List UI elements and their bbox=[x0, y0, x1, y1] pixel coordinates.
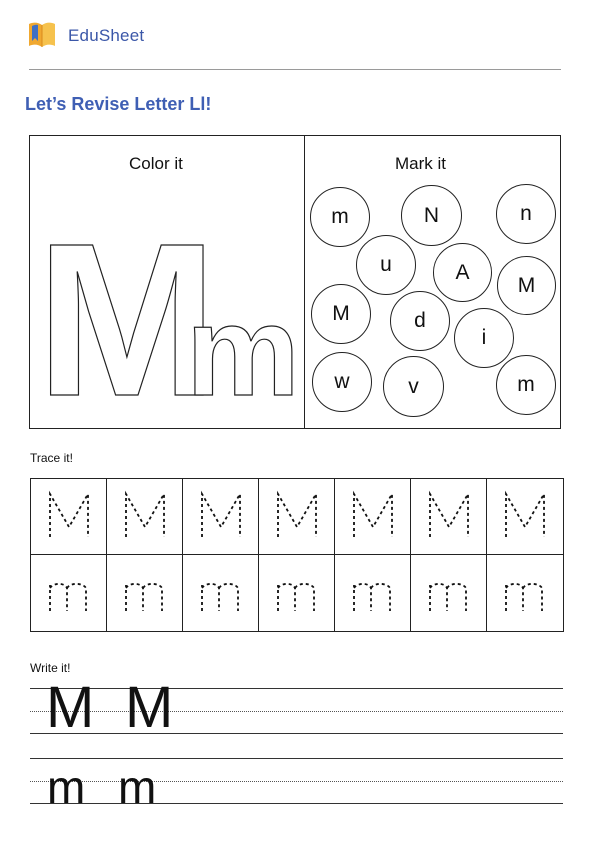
outline-lower-m: m bbox=[186, 280, 300, 400]
letter-bubble[interactable]: M bbox=[497, 256, 556, 315]
color-it-heading: Color it bbox=[129, 154, 183, 173]
trace-cell-lower[interactable] bbox=[335, 555, 411, 631]
dotted-upper-m bbox=[259, 479, 335, 555]
panel-divider bbox=[304, 135, 305, 429]
trace-cell-lower[interactable] bbox=[411, 555, 487, 631]
letter-bubble[interactable]: d bbox=[390, 291, 450, 351]
trace-it-label: Trace it! bbox=[30, 451, 73, 465]
dotted-lower-m bbox=[411, 555, 487, 631]
write-sample-lower: m bbox=[118, 761, 157, 813]
dotted-lower-m bbox=[259, 555, 335, 631]
letter-bubble[interactable]: m bbox=[310, 187, 370, 247]
outline-upper-m: M bbox=[36, 240, 218, 400]
outline-letters bbox=[36, 240, 301, 400]
letter-bubble[interactable]: m bbox=[496, 355, 556, 415]
trace-cell-upper[interactable] bbox=[487, 479, 563, 555]
dotted-upper-m bbox=[335, 479, 411, 555]
letter-bubble[interactable]: N bbox=[401, 185, 462, 246]
letter-bubble[interactable]: M bbox=[311, 284, 371, 344]
trace-cell-lower[interactable] bbox=[183, 555, 259, 631]
brand-name: EduSheet bbox=[68, 26, 145, 45]
dotted-upper-m bbox=[183, 479, 259, 555]
trace-cell-upper[interactable] bbox=[259, 479, 335, 555]
dotted-upper-m bbox=[411, 479, 487, 555]
write-line-mid bbox=[30, 781, 563, 782]
letter-bubble[interactable]: w bbox=[312, 352, 372, 412]
trace-cell-lower[interactable] bbox=[487, 555, 563, 631]
trace-cell-upper[interactable] bbox=[31, 479, 107, 555]
write-sample-upper: M bbox=[46, 675, 95, 740]
dotted-lower-m bbox=[335, 555, 411, 631]
write-line-top bbox=[30, 688, 563, 689]
write-sample-upper: M bbox=[125, 675, 174, 740]
mark-it-heading: Mark it bbox=[395, 154, 446, 173]
write-line-top bbox=[30, 758, 563, 759]
dotted-lower-m bbox=[107, 555, 183, 631]
dotted-lower-m bbox=[31, 555, 107, 631]
trace-cell-upper[interactable] bbox=[107, 479, 183, 555]
trace-grid bbox=[30, 478, 564, 632]
dotted-upper-m bbox=[31, 479, 107, 555]
trace-cell-lower[interactable] bbox=[31, 555, 107, 631]
dotted-upper-m bbox=[487, 479, 563, 555]
page-title: Let’s Revise Letter Ll! bbox=[25, 94, 212, 114]
write-it-label: Write it! bbox=[30, 661, 71, 675]
letter-bubble[interactable]: v bbox=[383, 356, 444, 417]
book-icon bbox=[26, 19, 58, 54]
write-sample-lower: m bbox=[47, 761, 86, 813]
letter-bubble[interactable]: u bbox=[356, 235, 416, 295]
trace-cell-lower[interactable] bbox=[259, 555, 335, 631]
letter-bubble[interactable]: n bbox=[496, 184, 556, 244]
dotted-lower-m bbox=[487, 555, 563, 631]
letter-bubble[interactable]: i bbox=[454, 308, 514, 368]
brand bbox=[26, 20, 144, 52]
trace-cell-upper[interactable] bbox=[411, 479, 487, 555]
header-divider bbox=[29, 69, 561, 70]
dotted-lower-m bbox=[183, 555, 259, 631]
write-line-mid bbox=[30, 711, 563, 712]
letter-bubble[interactable]: A bbox=[433, 243, 492, 302]
trace-cell-upper[interactable] bbox=[183, 479, 259, 555]
write-line-base bbox=[30, 803, 563, 804]
trace-cell-lower[interactable] bbox=[107, 555, 183, 631]
dotted-upper-m bbox=[107, 479, 183, 555]
trace-cell-upper[interactable] bbox=[335, 479, 411, 555]
write-line-base bbox=[30, 733, 563, 734]
